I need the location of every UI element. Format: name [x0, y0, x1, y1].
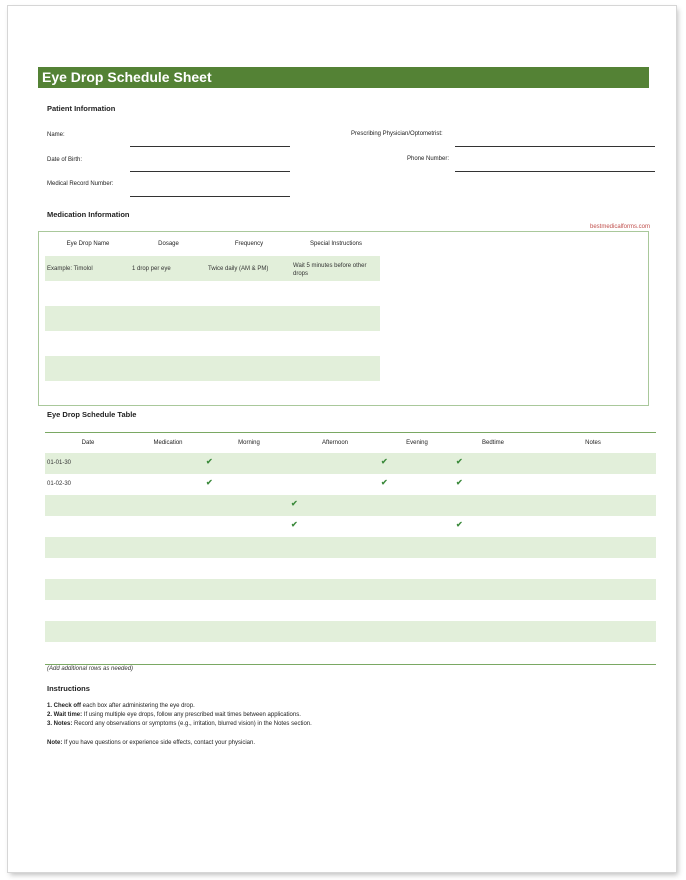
name-field[interactable] — [130, 146, 290, 147]
sched-col-afternoon: Afternoon — [321, 440, 349, 446]
patient-info-heading: Patient Information — [47, 104, 116, 113]
table-row[interactable] — [45, 558, 656, 579]
schedule-top-rule — [45, 432, 656, 433]
document-title: Eye Drop Schedule Sheet — [38, 67, 649, 88]
schedule-bottom-rule — [45, 664, 656, 665]
example-name: Example: Timolol — [47, 266, 93, 272]
check-icon[interactable]: ✔ — [381, 478, 388, 487]
check-icon[interactable]: ✔ — [291, 520, 298, 529]
table-row[interactable] — [45, 621, 656, 642]
check-icon[interactable]: ✔ — [206, 478, 213, 487]
instructions-heading: Instructions — [47, 684, 90, 693]
med-col-frequency: Frequency — [234, 241, 264, 247]
sched-col-notes: Notes — [585, 440, 601, 446]
phone-field[interactable] — [455, 171, 655, 172]
mrn-label: Medical Record Number: — [47, 181, 114, 187]
row-date: 01-01-30 — [47, 460, 72, 466]
schedule-heading: Eye Drop Schedule Table — [47, 410, 137, 419]
table-row[interactable] — [45, 453, 656, 474]
med-col-dosage: Dosage — [158, 241, 179, 247]
check-icon[interactable]: ✔ — [381, 457, 388, 466]
check-icon[interactable]: ✔ — [206, 457, 213, 466]
table-row[interactable] — [45, 474, 656, 495]
dob-label: Date of Birth: — [47, 157, 83, 163]
check-icon[interactable]: ✔ — [456, 520, 463, 529]
sched-col-bedtime: Bedtime — [481, 440, 504, 446]
medication-info-heading: Medication Information — [47, 210, 130, 219]
mrn-field[interactable] — [130, 196, 290, 197]
sched-col-evening: Evening — [406, 440, 428, 446]
dob-field[interactable] — [130, 171, 290, 172]
table-row[interactable] — [45, 537, 656, 558]
name-label: Name: — [47, 132, 65, 138]
sched-col-morning: Morning — [238, 440, 260, 446]
check-icon[interactable]: ✔ — [291, 499, 298, 508]
table-row[interactable] — [45, 600, 656, 621]
row-date: 01-02-30 — [47, 481, 72, 487]
website-link[interactable]: bestmedicalforms.com — [590, 224, 651, 230]
instruction-2: 2. Wait time: If using multiple eye drops, follow any prescribed wait times between applications. — [47, 712, 301, 718]
med-row[interactable] — [45, 306, 380, 331]
table-row[interactable] — [45, 516, 656, 537]
example-dosage: 1 drop per eye — [132, 266, 171, 272]
table-row[interactable] — [45, 495, 656, 516]
add-rows-note: (Add additional rows as needed) — [47, 666, 134, 672]
med-row[interactable] — [45, 356, 380, 381]
physician-label: Prescribing Physician/Optometrist: — [351, 131, 443, 137]
table-row[interactable] — [45, 642, 656, 663]
phone-label: Phone Number: — [407, 156, 450, 162]
check-icon[interactable]: ✔ — [456, 457, 463, 466]
table-row[interactable] — [45, 579, 656, 600]
instruction-1: 1. Check off each box after administering the eye drop. — [47, 703, 195, 709]
med-col-name: Eye Drop Name — [66, 241, 110, 247]
instruction-3: 3. Notes: Record any observations or symptoms (e.g., irritation, blurred vision) in the Notes section. — [47, 721, 312, 727]
check-icon[interactable]: ✔ — [456, 478, 463, 487]
sched-col-medication: Medication — [153, 440, 183, 446]
example-frequency: Twice daily (AM & PM) — [208, 266, 269, 272]
physician-note: Note: If you have questions or experience side effects, contact your physician. — [47, 740, 256, 746]
med-col-instructions: Special Instructions — [309, 241, 363, 247]
sched-col-date: Date — [81, 440, 95, 446]
example-instructions: Wait 5 minutes before other drops — [293, 263, 367, 277]
physician-field[interactable] — [455, 146, 655, 147]
